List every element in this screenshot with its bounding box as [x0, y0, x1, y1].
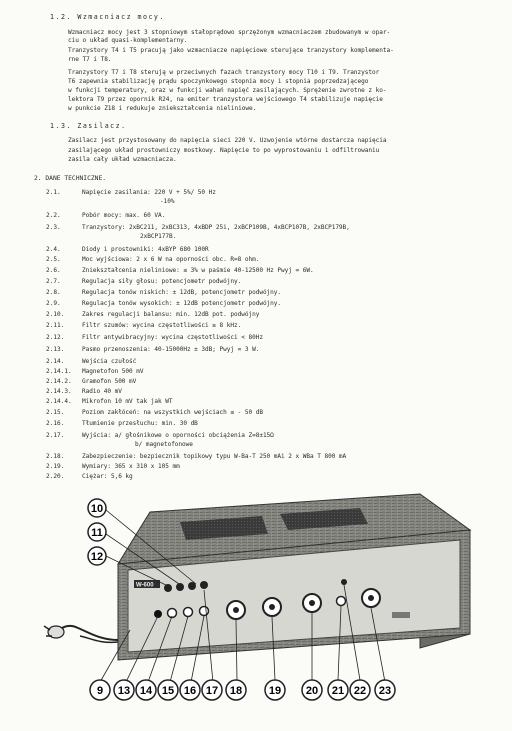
paragraph-line: zasilającego układ prostowniczy mostkowy. Napięcie to po wyprostowaniu i odfiltrowaniu [68, 147, 380, 154]
paragraph-line: w funkcji temperatury, oraz w funkcji wahań napięć zasilających. Sprężenie zwrotne z ko- [68, 87, 387, 94]
spec-text: Napięcie zasilania: 220 V + 5%/ 50 Hz [82, 189, 216, 196]
callout-bottom-19 [265, 680, 285, 700]
spec-text: Tłumienie przesłuchu: min. 30 dB [82, 420, 198, 427]
spec-number: 2.2. [46, 212, 61, 219]
svg-text:9: 9 [96, 685, 104, 697]
callout-bottom-9 [90, 680, 110, 700]
svg-text:15: 15 [161, 685, 175, 697]
callout-bottom-16 [180, 680, 200, 700]
spec-number: 2.14.4. [46, 398, 72, 405]
callout-bottom-23 [375, 680, 395, 700]
spec-number: 2.11. [46, 322, 65, 329]
svg-text:19: 19 [268, 685, 282, 697]
svg-text:11: 11 [91, 527, 103, 539]
spec-number: 2.6. [46, 267, 61, 274]
spec-text: Poziom zakłóceń: na wszystkich wejściach ≤ - 50 dB [82, 409, 263, 416]
spec-text: Mikrofon 10 mV tak jak WT [82, 398, 173, 405]
spec-text: Zniekształcenia nieliniowe: ≤ 3% w paśmie 40-12500 Hz Pwyj = 6W. [82, 267, 314, 274]
spec-number: 2.10. [46, 311, 65, 318]
spec-text: Regulacja tonów wysokich: ± 12dB potencjometr podwójny. [82, 300, 282, 307]
push-button[interactable] [200, 581, 208, 589]
spec-text: -10% [160, 198, 175, 205]
spec-text: Radio 40 mV [82, 388, 122, 395]
paragraph-line: Wzmacniacz mocy jest 3 stopniowym stałoprądowo sprzężonym wzmacniaczem zbudowanym w opar- [68, 29, 391, 36]
svg-text:16: 16 [183, 685, 197, 697]
callout-top-11 [88, 523, 106, 541]
callout-bottom-17 [202, 680, 222, 700]
power-indicator-icon [341, 579, 347, 585]
svg-text:21: 21 [331, 685, 345, 697]
section-2-heading: 2. DANE TECHNICZNE. [34, 175, 107, 182]
spec-number: 2.4. [46, 246, 61, 253]
callout-bottom-18 [226, 680, 246, 700]
manufacturer-plate [392, 612, 410, 618]
push-button[interactable] [164, 584, 172, 592]
spec-number: 2.9. [46, 300, 61, 307]
spec-number: 2.8. [46, 289, 61, 296]
paragraph-line: Tranzystory T4 i T5 pracują jako wzmacniacze napięciowe sterujące tranzystory komplementa- [68, 47, 394, 54]
model-badge-label: W-600 [136, 582, 154, 589]
callout-bottom-21 [328, 680, 348, 700]
svg-text:13: 13 [117, 685, 131, 697]
paragraph-line: Tranzystory T7 i T8 sterują w przeciwnych fazach tranzystory mocy T10 i T9. Tranzystor [68, 69, 380, 76]
spec-number: 2.14.1. [46, 368, 72, 375]
paragraph-line: Zasilacz jest przystosowany do napięcia sieci 220 V. Uzwojenie wtórne dostarcza napięcia [68, 137, 387, 144]
spec-text: Gramofon 500 mV [82, 378, 137, 385]
selector-button[interactable] [184, 608, 193, 617]
paragraph-line: ciu o układ quasi-komplementarny. [68, 37, 188, 44]
filter-button[interactable] [337, 597, 346, 606]
volume-knob[interactable] [227, 601, 245, 619]
spec-number: 2.12. [46, 334, 65, 341]
svg-text:23: 23 [378, 685, 392, 697]
paragraph-line: rne T7 i T8. [68, 56, 112, 63]
paragraph-line: zasila cały układ wzmacniacza. [68, 156, 177, 163]
selector-button[interactable] [200, 607, 209, 616]
spec-number: 2.14.2. [46, 378, 72, 385]
spec-text: Zakres regulacji balansu: min. 12dB pot. podwójny [82, 311, 260, 318]
spec-number: 2.16. [46, 420, 65, 427]
paragraph-line: lektora T9 przez opornik R24, na emiter tranzystora wejściowego T4 stabilizuje napięcie [68, 96, 383, 103]
spec-text: Diody i prostowniki: 4xBYP 680 100R [82, 246, 209, 253]
spec-text: Regulacja siły głosu: potencjometr podwójny. [82, 278, 242, 285]
spec-number: 2.15. [46, 409, 65, 416]
svg-text:17: 17 [205, 685, 219, 697]
amplifier-figure [0, 490, 512, 731]
balance-knob[interactable] [362, 589, 380, 607]
spec-text: Pobór mocy: max. 60 VA. [82, 212, 166, 219]
svg-text:10: 10 [90, 503, 104, 515]
spec-text: Ciężar: 5,6 kg [82, 473, 133, 480]
spec-text: Wymiary: 365 x 310 x 105 mm [82, 463, 180, 470]
section-1-3-heading: 1.3. Zasilacz. [50, 122, 127, 130]
spec-text: Pasmo przenoszenia: 40-15000Hz ± 3dB; Pwyj = 3 W. [82, 346, 260, 353]
bass-knob[interactable] [263, 598, 281, 616]
spec-text: Tranzystory: 2xBC211, 2xBC313, 4xBDP 25i, 2xBCP109B, 4xBCP107B, 2xBCP179B, [82, 224, 350, 231]
spec-number: 2.7. [46, 278, 61, 285]
spec-number: 2.1. [46, 189, 61, 196]
svg-text:22: 22 [353, 685, 367, 697]
callouts-bottom [90, 680, 395, 700]
svg-text:12: 12 [90, 551, 104, 563]
spec-number: 2.20. [46, 473, 65, 480]
callout-bottom-22 [350, 680, 370, 700]
spec-text: Wyjścia: a/ głośnikowe o oporności obciążenia Z=8±15Ω [82, 432, 274, 439]
callout-bottom-20 [302, 680, 322, 700]
callout-bottom-15 [158, 680, 178, 700]
callout-top-12 [88, 547, 106, 565]
section-1-2-heading: 1.2. Wzmacniacz mocy. [50, 13, 165, 21]
spec-number: 2.17. [46, 432, 65, 439]
callout-bottom-13 [114, 680, 134, 700]
spec-number: 2.14. [46, 358, 65, 365]
paragraph-line: w punkcie Z18 i redukuje zniekształcenia nieliniowe. [68, 105, 257, 112]
power-cord [44, 626, 118, 642]
spec-text: b/ magnetofonowe [135, 441, 193, 448]
callout-bottom-14 [136, 680, 156, 700]
spec-text: Magnetofon 500 mV [82, 368, 144, 375]
spec-text: Filtr antywibracyjny: wycina częstotliwości < 80Hz [82, 334, 263, 341]
spec-text: Wejścia czułość [82, 358, 137, 365]
spec-number: 2.18. [46, 453, 65, 460]
spec-text: 2xBCP177B. [140, 233, 177, 240]
callout-top-10 [88, 499, 106, 517]
spec-number: 2.5. [46, 256, 61, 263]
spec-text: Moc wyjściowa: 2 x 6 W na oporności obc. R=8 ohm. [82, 256, 260, 263]
spec-number: 2.3. [46, 224, 61, 231]
spec-text: Regulacja tonów niskich: ± 12dB, potencjometr podwójny. [82, 289, 282, 296]
spec-number: 2.14.3. [46, 388, 72, 395]
spec-text: Zabezpieczenie: bezpiecznik topikowy typu W-Ba-T 250 mAi 2 x WBa T 800 mA [82, 453, 347, 460]
svg-text:14: 14 [139, 685, 153, 697]
treble-knob[interactable] [303, 594, 321, 612]
spec-text: Filtr szumów: wycina częstotliwości ≥ 8 kHz. [82, 322, 242, 329]
paragraph-line: T6 zapewnia stabilizację prądu spoczynkowego stopnia mocy i stopnia poprzedzającego [68, 78, 369, 85]
spec-number: 2.19. [46, 463, 65, 470]
svg-text:18: 18 [229, 685, 243, 697]
svg-text:20: 20 [305, 685, 319, 697]
spec-number: 2.13. [46, 346, 65, 353]
